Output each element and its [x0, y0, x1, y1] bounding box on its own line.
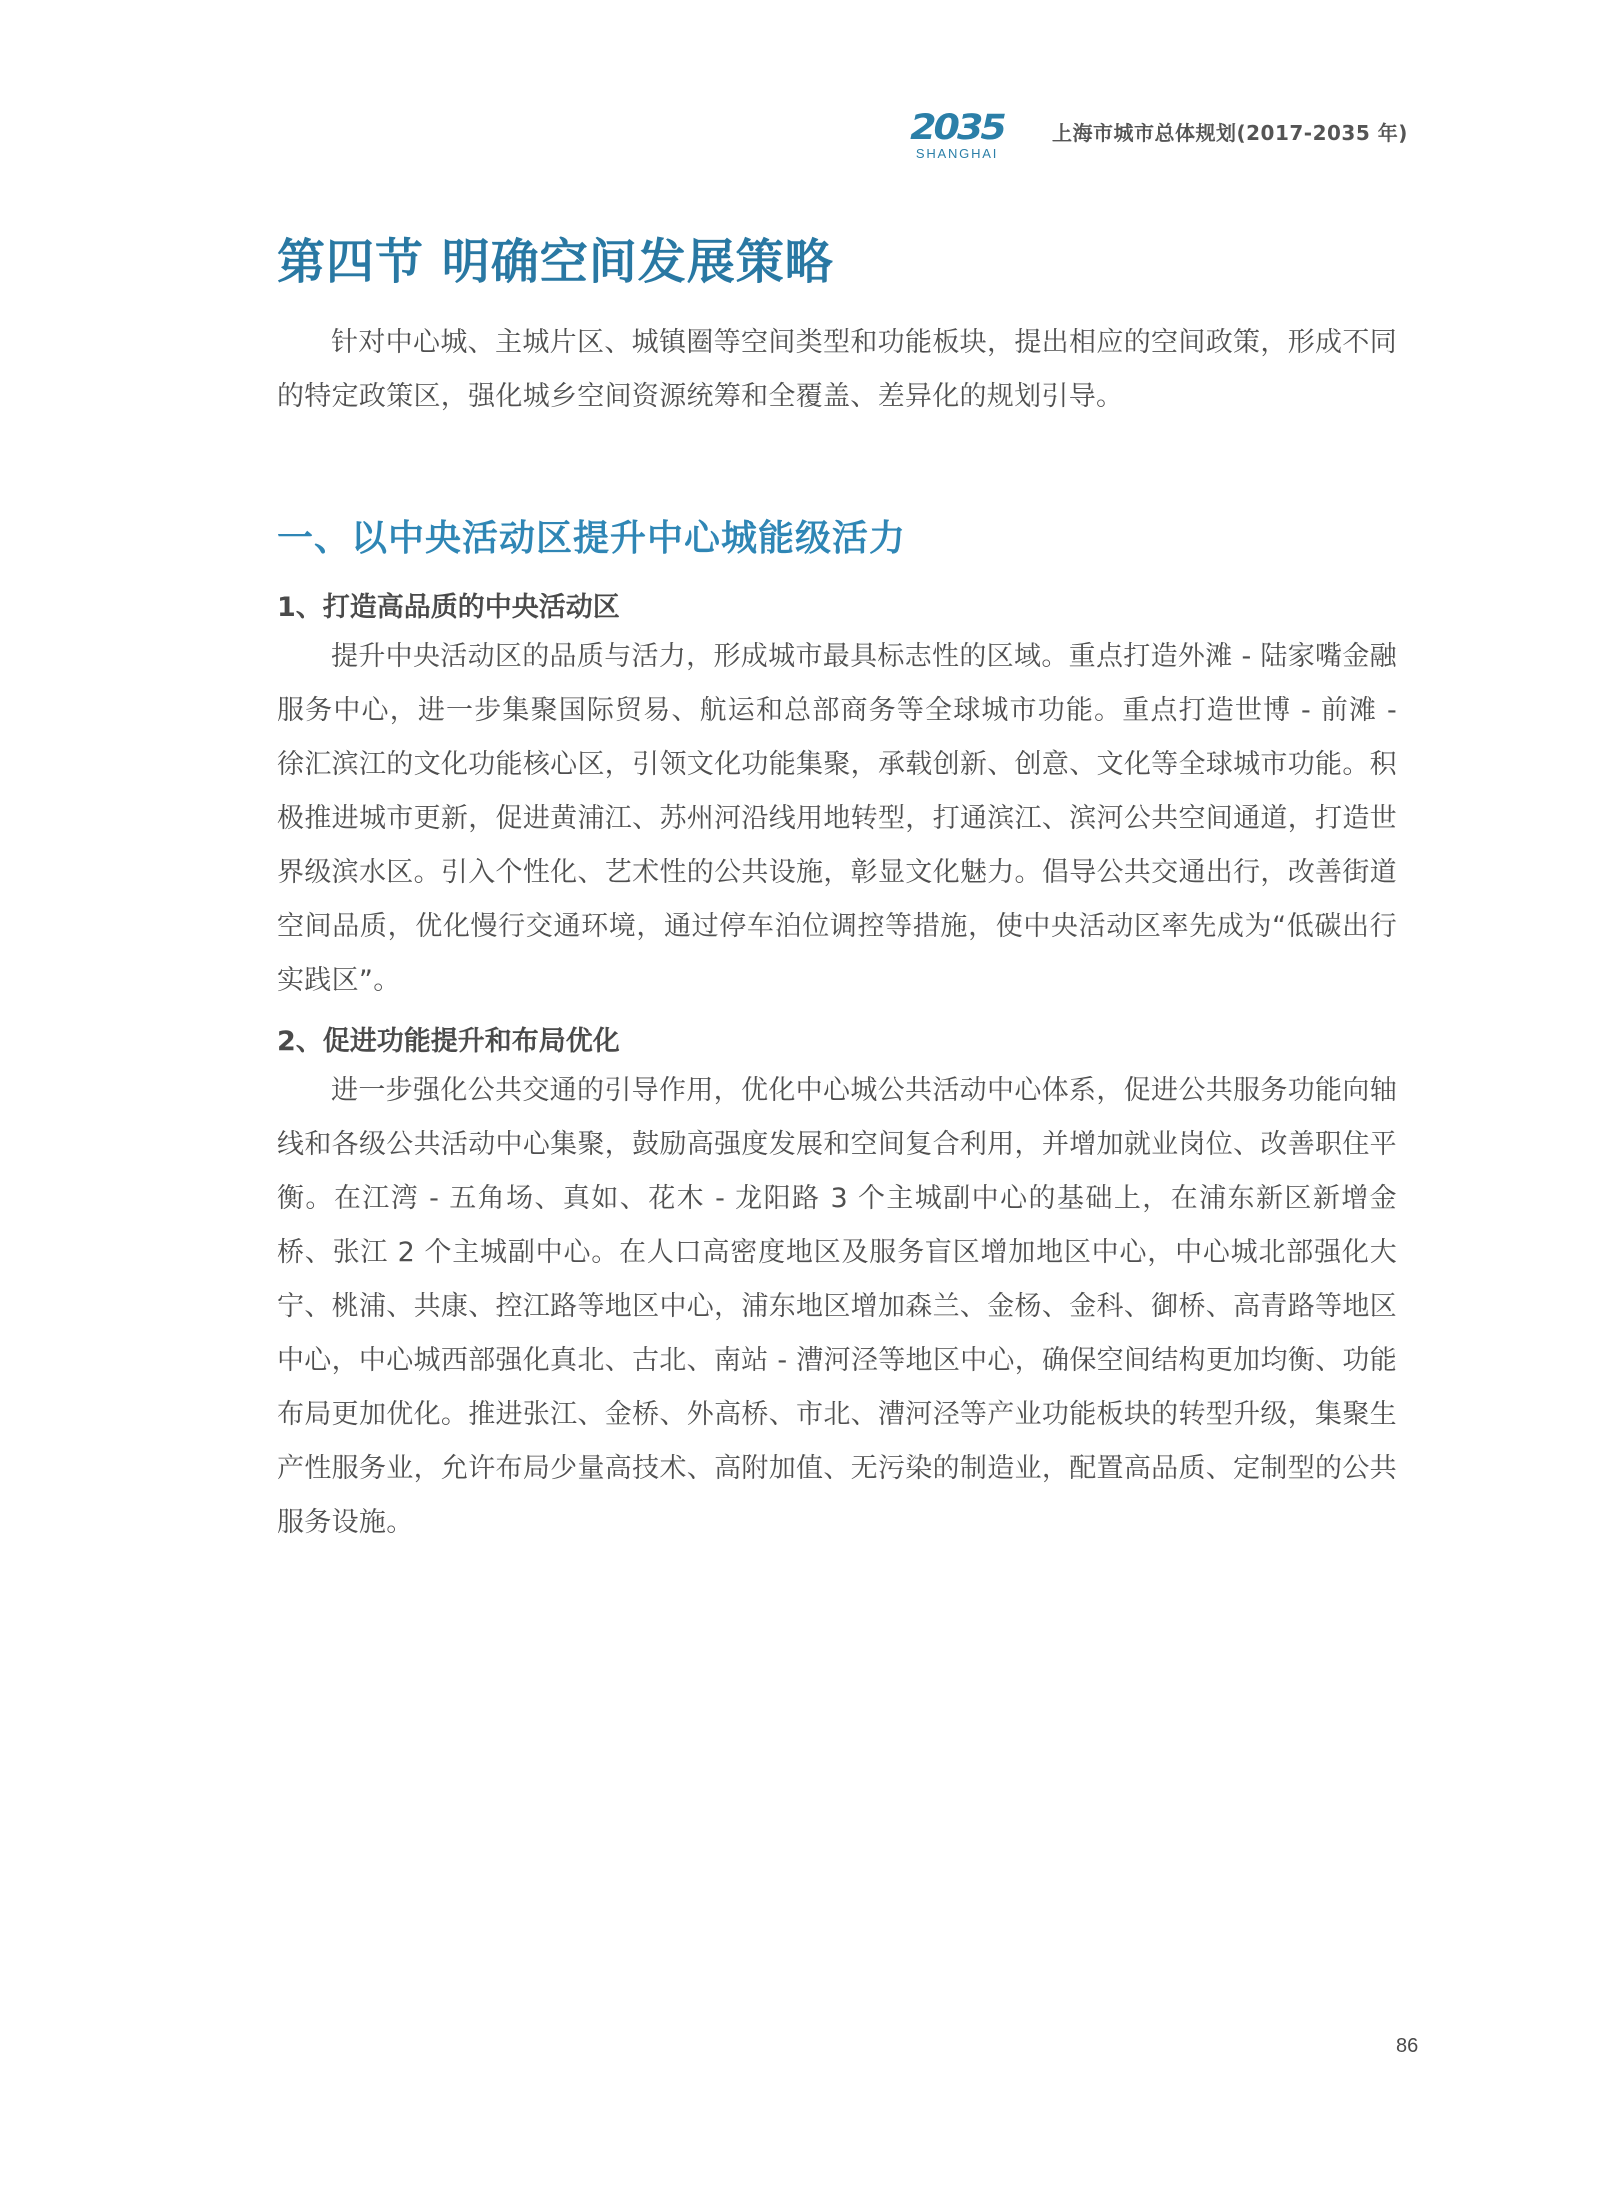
- item-title-2: 2、促进功能提升和布局优化: [277, 1026, 620, 1057]
- subsection-title: 一、以中央活动区提升中心城能级活力: [277, 518, 907, 559]
- item-title-1: 1、打造高品质的中央活动区: [277, 592, 620, 623]
- section-intro: 针对中心城、主城片区、城镇圈等空间类型和功能板块，提出相应的空间政策，形成不同的特定政策区，强化城乡空间资源统筹和全覆盖、差异化的规划引导。: [277, 327, 1397, 412]
- shanghai-2035-logo: [902, 108, 1012, 161]
- item-body-1: 提升中央活动区的品质与活力，形成城市最具标志性的区域。重点打造外滩 - 陆家嘴金融服务中心，进一步集聚国际贸易、航运和总部商务等全球城市功能。重点打造世博 - 前滩 - 徐汇滨江的文化功能核心区，引领文化功能集聚，承载创新、创意、文化等全球城市功能。积极推进城市更新，促进黄浦江、苏州河沿线用地转型，打通滨江、滨河公共空间通道，打造世界级滨水区。引入个性化、艺术性的公共设施，彰显文化魅力。倡导公共交通出行，改善街道空间品质，优化慢行交通环境，通过停车泊位调控等措施，使中央活动区率先成为“低碳出行实践区”。: [277, 641, 1397, 996]
- logo-year: 2035: [910, 106, 1004, 147]
- document-title: 上海市城市总体规划(2017-2035 年): [1052, 120, 1408, 145]
- section-title: 第四节 明确空间发展策略: [277, 234, 834, 290]
- page-content: [277, 232, 1397, 1550]
- page-number: 86: [1396, 2035, 1419, 2057]
- logo-city: SHANGHAI: [915, 145, 999, 161]
- item-body-2: 进一步强化公共交通的引导作用，优化中心城公共活动中心体系，促进公共服务功能向轴线和各级公共活动中心集聚，鼓励高强度发展和空间复合利用，并增加就业岗位、改善职住平衡。在江湾 - 五角场、真如、花木 - 龙阳路 3 个主城副中心的基础上，在浦东新区新增金桥、张江 2 个主城副中心。在人口高密度地区及服务盲区增加地区中心，中心城北部强化大宁、桃浦、共康、控江路等地区中心，浦东地区增加森兰、金杨、金科、御桥、高青路等地区中心，中心城西部强化真北、古北、南站 - 漕河泾等地区中心，确保空间结构更加均衡、功能布局更加优化。推进张江、金桥、外高桥、市北、漕河泾等产业功能板块的转型升级，集聚生产性服务业，允许布局少量高技术、高附加值、无污染的制造业，配置高品质、定制型的公共服务设施。: [277, 1075, 1397, 1538]
- page-header: [902, 104, 1408, 164]
